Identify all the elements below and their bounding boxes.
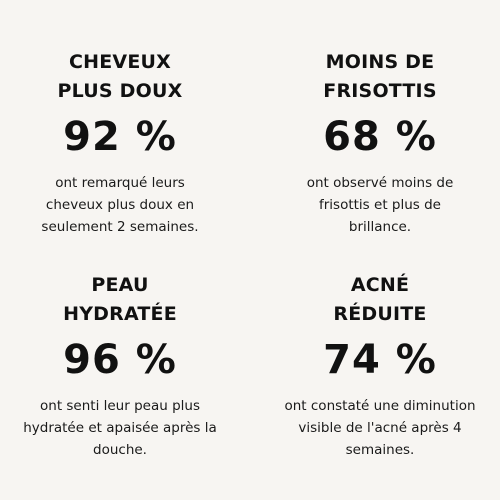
stat-description — [265, 172, 495, 238]
stat-title — [265, 48, 495, 106]
stat-title-line: ACNÉ — [350, 274, 410, 296]
stat-description-line: semaines. — [345, 442, 415, 458]
stat-value: 74 % — [323, 337, 437, 383]
stat-soft-hair — [5, 48, 235, 238]
stat-description-line: ont constaté une diminution — [284, 398, 476, 414]
stat-title-line: PEAU — [91, 274, 149, 296]
stat-title-line: CHEVEUX — [69, 51, 171, 73]
stat-title — [5, 48, 235, 106]
stat-value: 68 % — [323, 114, 437, 160]
stat-title-line: FRISOTTIS — [323, 80, 437, 102]
stat-description-line: frisottis et plus de — [319, 197, 441, 213]
stat-description-line: douche. — [93, 442, 147, 458]
stat-description-line: seulement 2 semaines. — [41, 219, 199, 235]
stat-description-line: brillance. — [348, 219, 412, 235]
stat-value: 96 % — [63, 337, 177, 383]
stat-title-line: HYDRATÉE — [63, 303, 177, 325]
stat-hydrated-skin — [5, 271, 235, 461]
stat-value: 92 % — [63, 114, 177, 160]
stat-reduced-acne — [265, 271, 495, 461]
stat-description-line: ont senti leur peau plus — [40, 398, 200, 414]
stat-description — [5, 395, 235, 461]
stat-title-line: RÉDUITE — [333, 303, 427, 325]
stat-description — [265, 395, 495, 461]
stat-description-line: visible de l'acné après 4 — [298, 420, 462, 436]
stat-description-line: ont remarqué leurs — [55, 175, 185, 191]
stat-title-line: PLUS DOUX — [57, 80, 183, 102]
stat-description-line: hydratée et apaisée après la — [23, 420, 217, 436]
stat-less-frizz — [265, 48, 495, 238]
stat-title — [265, 271, 495, 329]
stat-description — [5, 172, 235, 238]
stat-title-line: MOINS DE — [325, 51, 435, 73]
stat-description-line: cheveux plus doux en — [45, 197, 195, 213]
stat-title — [5, 271, 235, 329]
stat-description-line: ont observé moins de — [306, 175, 454, 191]
